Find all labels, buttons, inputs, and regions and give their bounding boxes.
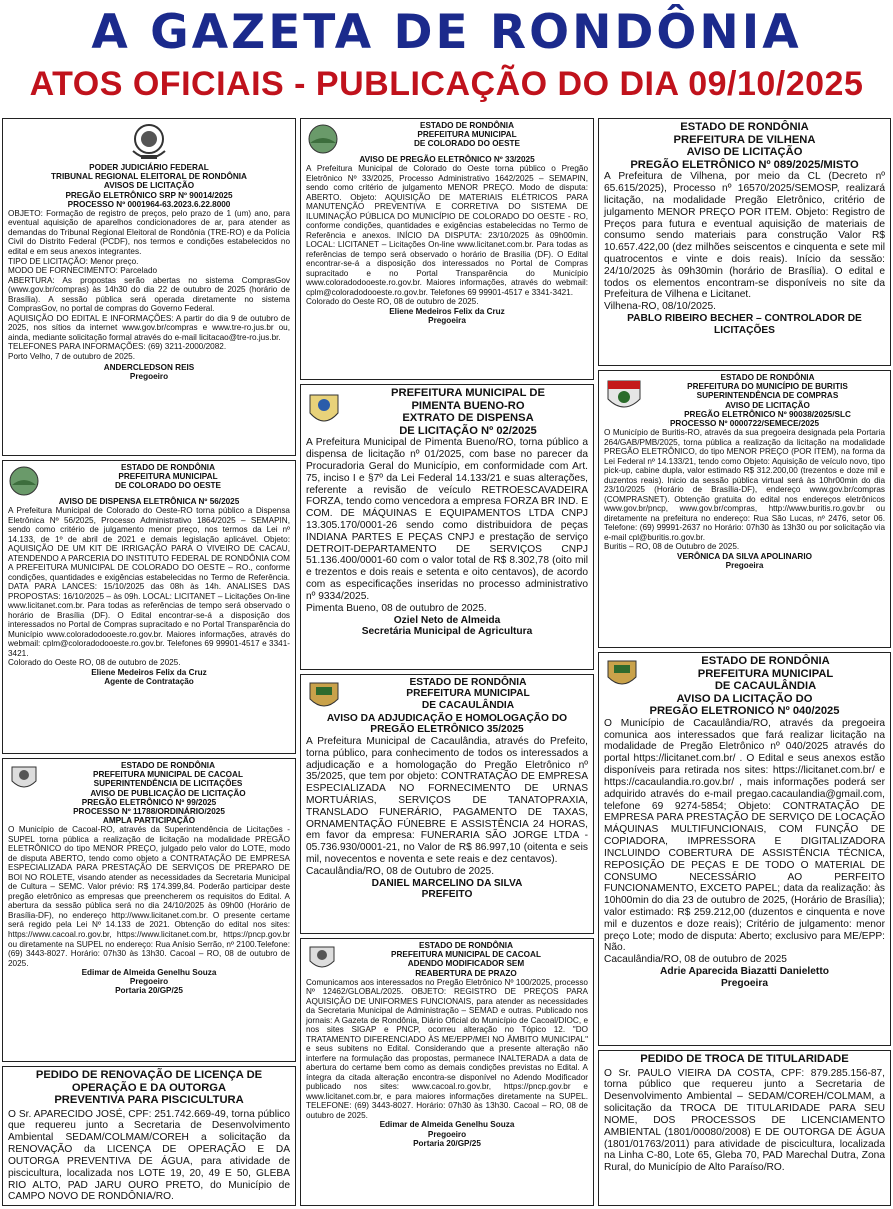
notice-cacoal-pregao-99 xyxy=(2,758,296,1062)
notice-pimenta-bueno xyxy=(300,384,594,670)
heading: DE COLORADO DO OESTE xyxy=(414,139,520,149)
notice-colorado-pregao-33 xyxy=(300,118,594,380)
municipal-crest-icon xyxy=(306,123,340,155)
signer-role: Pregoeira xyxy=(428,316,466,326)
heading: PREGÃO ELETRÔNICO SRP Nº 90014/2025 xyxy=(65,190,233,200)
signer-name: PABLO RIBEIRO BECHER – CONTROLADOR DE LICITAÇÕES xyxy=(627,313,862,336)
heading: PREFEITURA MUNICIPAL DE CACOAL xyxy=(391,950,541,960)
signer-name: Oziel Neto de Almeida xyxy=(393,614,501,626)
municipal-crest-icon xyxy=(604,657,640,691)
heading: AVISO DA LICITAÇÃO DO xyxy=(676,692,813,705)
heading: REABERTURA DE PRAZO xyxy=(415,968,517,978)
heading: SUPERINTENDÊNCIA DE COMPRAS xyxy=(696,391,839,401)
signer-name: Eliene Medeiros Felix da Cruz xyxy=(389,306,505,316)
signer-portaria: Portaria 20/GP/25 xyxy=(413,1138,481,1148)
municipal-crest-icon xyxy=(604,375,644,415)
notice-cacaulandia-35 xyxy=(300,674,594,934)
municipal-crest-icon xyxy=(8,763,40,793)
signer-portaria: Portaria 20/GP/25 xyxy=(115,986,183,996)
notice-body: O Município de Cacoal-RO, através da Superintendência de Licitações - SUPEL torna pública a realização de licitação na modalidade PREGÃO ELETRÔNICO do tipo MENOR PREÇO, julgado pelo valor do LOTE, modo de disputa ABERTO, tendo como objeto a CONTRATAÇÃO DE EMPRESA ESPECIALIZADA PARA PRESTAÇÃO DE SERVIÇOS DE PREPARO DE BOI NO ROLETE, visando atender as necessidades da Secretaria Municipal de Cultura – SEMC. Valor prévio: R$ 174.399,84. Poderão participar deste pregão eletrônico as empresas que preencherem os requisitos do Edital. A abertura da sessão pública será no dia 24/10/2025 às 09h00 (Horário de Brasília-DF), no endereço http://www.licitanet.com.br. O presente certame será regido pela Lei Nº 14.133 de 2021. Obtenção do edital nos sites: https://www.cacoal.ro.gov.br, https://www.licitanet.com.br, https://pncp.gov.br ou diretamente na SUPEL no endereço: Rua Anísio Serrão, nº 2100.Telefone:(69) 3443-8027. Horário: 07h30 às 13h30. Cacoal – RO, 08 de outubro de 2025. xyxy=(8,825,290,968)
notice-body: A Prefeitura Municipal de Colorado do Oeste-RO torna público a Dispensa Eletrônica Nº 56/2025, Processo Administrativo 1864/2025 – SEMAPIN, sendo como critério de julgamento menor preço, nos termos da Lei nº 14.133, de 1º de abril de 2021 e demais legislação aplicável. Objeto: AQUISIÇÃO DE UM KIT DE IRRIGAÇÃO PARA O VIVEIRO DE CACAU, ATENDENDO A PARCERIA DO INSTITUTO FEDERAL DE RONDÔNIA COM A PREFEITURA MUNICIPAL DE COLORADO DO OESTE – RO., conforme condições, quantidades e exigências estabelecidas no Termo de Referência. DATA PARA LANCES: 15/10/2025 das 08h às 14h. ANALISES DAS PROPOSTAS: 16/10/2025 – às 09h. LOCAL: LICITANET – Licitações On-line www.licitanet.com.br. Para todas as referências de tempo será observado o horário de Brasília (DF). O Edital encontrar-se-á a disposição dos interessados no Portal de Compras supracitado e no Portal Transparência do Município www.coloradodooeste.ro.gov.br. Maiores informações, através do webmail: cplm@coloradodooeste.ro.gov.br. Telefones 69 99901-4517 e 3341-3421. Colorado do Oeste RO, 08 de outubro de 2025. xyxy=(8,506,290,668)
heading: AVISO DA ADJUDICAÇÃO E HOMOLOGAÇÃO DO xyxy=(326,713,568,724)
heading: PREFEITURA MUNICIPAL DE CACOAL xyxy=(93,770,243,780)
heading: PREFEITURA MUNICIPAL xyxy=(118,472,218,482)
notice-body: A Prefeitura de Vilhena, por meio da CL (Decreto nº 65.615/2025), Processo nº 16570/2025/SEMOSP, realizará licitação, na modalidade Pregão Eletrônico, critério de julgamento MENOR PREÇO POR ITEM. Objeto: Registro de Preços para futura e eventual aquisição de materiais de consumo sendo materiais para construção Valor R$ 10.657.422,00 (dez milhões seiscentos e cinquenta e sete mil quatrocentos e vinte e dois reais). Início da sessão: 24/10/2025 às 09h30min (horário de Brasília). O edital e todos os elementos encontram-se disponíveis no site da Prefeitura de Vilhena e Licitanet. Vilhena-RO, 08/10/2025. xyxy=(604,171,885,313)
heading: ESTADO DE RONDÔNIA xyxy=(120,761,215,770)
heading: AVISO DE LICITAÇÃO xyxy=(725,400,810,410)
signer-name: Edimar de Almeida Genelhu Souza xyxy=(379,1120,515,1130)
signer-role: Pregoeiro xyxy=(427,1129,467,1139)
heading: ESTADO DE RONDÔNIA xyxy=(419,121,514,130)
heading: TRIBUNAL REGIONAL ELEITORAL DE RONDÔNIA xyxy=(51,172,247,182)
subtitle-atos: ATOS OFICIAIS xyxy=(29,65,285,103)
signer-role: Secretária Municipal de Agricultura xyxy=(361,626,533,638)
notice-body: A Prefeitura Municipal de Pimenta Bueno/RO, torna público a dispensa de licitação nº 01/2025, com base no parecer da Procuradoria Geral do Município, em conformidade com Art. 75, inciso I e §7º da Lei Federal 14.133/21 e suas alterações, referente a revisão de veículo RETROESCAVADEIRA FORZA, tendo como vencedora a empresa FORZA BR IND. E COM. DE MÁQUINAS E EQUIPAMENTOS LTDA CNPJ 13.305.170/0001-26 sendo como distribuidora de peças INDIANA PARTES E PEÇAS CNPJ e prestação de serviço DETROIT-DEPARTAMENTO DE SERVIÇOS CNPJ 51.136.400/0001-60 com o valor total de R$ 8.302,78 (oito mil e trezentos e dois reais e setenta e oito centavos), de acordo com as especificações inseridas no processo administrativo nº 9334/2025. Pimenta Bueno, 08 de outubro de 2025. xyxy=(306,437,588,614)
notice-cacaulandia-40 xyxy=(598,652,891,1046)
notice-colorado-dispensa-56 xyxy=(2,460,296,754)
municipal-crest-icon xyxy=(306,943,338,973)
notice-troca-titularidade xyxy=(598,1050,891,1206)
heading: SUPERINTENDÊNCIA DE LICITAÇÕES xyxy=(93,779,243,789)
heading: PROCESSO Nº 0000722/SEMECE/2025 xyxy=(669,418,820,428)
notice-vilhena xyxy=(598,118,891,366)
heading: AVISO DE LICITAÇÃO xyxy=(686,146,803,159)
heading: PREGÃO ELETRÔNICO Nº 089/2025/MISTO xyxy=(630,158,859,171)
notice-tre-ro xyxy=(2,118,296,456)
signer-name: ANDERCLEDSON REIS xyxy=(103,363,195,373)
heading: ESTADO DE RONDÔNIA xyxy=(720,373,815,382)
signer-role: Pregoeira xyxy=(725,561,764,571)
notice-body: O Sr. APARECIDO JOSÉ, CPF: 251.742.669-49, torna público que requereu junto a Secretaria de Desenvolvimento Ambiental SEDAM/COLMAM/COREH a solicitação da RENOVAÇÃO da LICENÇA DE OPERAÇÃO E DA OUTORGA PREVENTIVA DE ÁGUA, para atividade de piscicultura, localizada nos LOTE 19, 20, 49 E 50, GLEBA RIO ALTO, PAD JARU OURO PRETO, do Município de CAMPO NOVO DE RONDÔNIA/RO. xyxy=(8,1108,290,1203)
municipal-crest-icon xyxy=(306,679,342,713)
signer-role: PREFEITO xyxy=(421,889,473,901)
heading: AVISO DE PREGÃO ELETRÔNICO Nº 33/2025 xyxy=(359,155,535,164)
notice-cacoal-adendo xyxy=(300,938,594,1206)
heading: DE COLORADO DO OESTE xyxy=(115,481,221,491)
signer-name: VERÔNICA DA SILVA APOLINARIO xyxy=(677,551,812,561)
signer-name: Edimar de Almeida Genelhu Souza xyxy=(81,968,217,978)
notice-body: A Prefeitura Municipal de Cacaulândia, através do Prefeito, torna público, para conhecimento de todos os interessados a adjudicação e a homologação do Pregão Eletrônico nº 35/2025, que tem por objeto: CONTRATAÇÃO DE EMPRESA ESPECIALIZADA NO FORNECIMENTO DE URNAS MORTUÁRIAS, SERVIÇOS DE TANATOPRAXIA, TRANSLADO FUNERÁRIO, PAGAMENTO DE TAXAS, ORNAMENTAÇÃO FÚNEBRE E ASSISTÊNCIA 24 HORAS, em favor da empresa: FUNERARIA SÃO JORGE LTDA - 05.736.930/0001-21, no Valor de R$ 86.997,10 (oitenta e seis mil, novecentos e noventa e sete reais e dez centavos). Cacaulândia/RO, 08 de Outubro de 2025. xyxy=(306,735,588,877)
heading: PREFEITURA MUNICIPAL xyxy=(697,667,834,680)
heading: ESTADO DE RONDÔNIA xyxy=(409,677,527,688)
heading: AMPLA PARTICIPAÇÃO xyxy=(102,816,196,826)
notice-body: Comunicamos aos interessados no Pregão Eletrônico Nº 100/2025, processo Nº 12462/GLOBAL/2025. OBJETO: REGISTRO DE PREÇOS PARA AQUISIÇÃO DE UNIFORMES FUNCIONAIS, para atender as necessidades da Secretaria Municipal de Administração – SEMAD e outras. Publicado nos jornais: A Gazeta de Rondônia, Diário Oficial do Município de Cacoal/DIOC, e nos sites SIGAP e PNCP, ocorreu alteração no Tópico 12. "DO TRATAMENTO DIFERENCIADO ÀS ME/EPP/MEI NO ÂMBITO MUNICIPAL" e seus subitens no Edital. Considerando que a presente alteração não interfere na formulação das propostas, permanece INALTERADA a data de abertura do certame bem como as demais condições previstas no Edital. A íntegra da citada alteração encontra-se disponível no Adendo Modificador publicado nos sites: www.cacoal.ro.gov.br, https://pncp.gov.br e www.licitanet.com.br, e para maiores informações diretamente na SUPEL. TELEFONE: (69) 3443-8027. Horário: 07h30 às 13h30. Cacoal – RO, 08 de outubro de 2025. xyxy=(306,977,588,1120)
heading: ESTADO DE RONDÔNIA xyxy=(418,941,513,950)
heading: PREVENTIVA PARA PISCICULTURA xyxy=(54,1094,244,1107)
page-subtitle xyxy=(0,64,893,104)
heading: EXTRATO DE DISPENSA xyxy=(402,412,534,425)
signer-role: Agente de Contratação xyxy=(104,677,194,687)
heading: ESTADO DE RONDÔNIA xyxy=(701,655,830,667)
heading: PREGÃO ELETRÔNICO Nº 99/2025 xyxy=(81,797,217,807)
signer-name: DANIEL MARCELINO DA SILVA xyxy=(371,877,523,889)
notice-buritis xyxy=(598,370,891,648)
heading: ESTADO DE RONDÔNIA xyxy=(120,463,215,472)
notice-renovacao-licenca xyxy=(2,1066,296,1206)
heading: PEDIDO DE TROCA DE TITULARIDADE xyxy=(640,1053,849,1065)
heading: ADENDO MODIFICADOR SEM xyxy=(407,959,525,969)
signer-name: Eliene Medeiros Felix da Cruz xyxy=(91,667,207,677)
notice-body: A Prefeitura Municipal de Colorado do Oeste torna público o Pregão Eletrônico Nº 33/2025, Processo Administrativo 1642/2025 – SEMAPIN, sendo como critério de julgamento MENOR PREÇO. Modo de disputa: ABERTO. Objeto: AQUISIÇÃO DE MATERIAIS ELÉTRICOS PARA MANUTENÇÃO PREVENTIVA E CORRETIVA DO SISTEMA DE ILUMINAÇÃO PÚBLICA DO MUNICÍPIO DE COLORADO DO OESTE - RO, conforme condições, quantidades e exigências estabelecidas no Termo de Referência e anexos. INÍCIO DA DISPUTA: 23/10/2025 às 09h00min. LOCAL: LICITANET – Licitações On-line www.licitanet.com.br. Para todas as referências de tempo será observado o horário de Brasília (DF). O Edital encontrar-se-á a disposição dos interessados no Portal de Compras supracitado e no Portal Transparência do Município www.coloradodooeste.ro.gov.br. Maiores informações, através do webmail: cplm@coloradodooeste.ro.gov.br. Telefones 69 99901-4517 e 3341-3421. Colorado do Oeste RO, 08 de outubro de 2025. xyxy=(306,164,588,307)
heading: OPERAÇÃO E DA OUTORGA xyxy=(71,1081,227,1094)
heading: PREGÃO ELETRÔNICO Nº 90038/2025/SLC xyxy=(684,409,851,419)
heading: AVISOS DE LICITAÇÃO xyxy=(103,181,195,191)
subtitle-separator: - xyxy=(284,65,316,103)
notice-body: O Município de Cacaulândia/RO, através da pregoeira comunica aos interessados que fará realizar licitação na modalidade de Pregão Eletrônico nº 040/2025 através do portal https://licitanet.com.br/ . O Edital e seus anexos estão disponíveis para retirada nos sites: https://licitanet.com.br/ e https://cacaulandia.ro.gov.br/ , mais informações poderá ser adquirido através do e-mail pregao.cacaulandia@gmail.com, telefone 69 9274-5854; Objeto: CONTRATAÇÃO DE EMPRESA PARA PRESTAÇÃO DE SERVIÇO DE LOCAÇÃO MÁQUINAS MULTIFUNCIONAIS, COM FUNÇÃO DE COPIADORA, IMPRESSORA E DIGITALIZADORA INCLUINDO COBERTURA DE ASSISTÊNCIA TÉCNICA, REPOSIÇÃO DE PEÇAS E DE TODO O MATERIAL DE CONSUMO NECESSÁRIO AO PERFEITO FUNCIONAMENTO, EXCETO PAPEL; data da realização: às 10h00min do dia 23 de outubro de 2025, (Horário de Brasília); valor estimado: R$ 259.212,00 (duzentos e cinquenta e nove mil e duzentos e doze reais); Critério de julgamento: menor preço Lote; modo de disputa: Aberto; exclusivo para ME/EPP: Não. Cacaulândia/RO, 08 de outubro de 2025 xyxy=(604,717,885,966)
heading: PREFEITURA MUNICIPAL xyxy=(406,688,530,700)
newspaper-title: A GAZETA DE RONDÔNIA xyxy=(91,5,802,60)
signer-role: Pregoeiro xyxy=(129,372,169,382)
heading: PODER JUDICIÁRIO FEDERAL xyxy=(89,163,209,172)
municipal-crest-icon xyxy=(8,465,40,497)
heading: DE CACAULÂNDIA xyxy=(714,680,817,693)
heading: DE CACAULÂNDIA xyxy=(421,699,515,711)
heading: PREFEITURA MUNICIPAL DE xyxy=(391,387,545,399)
heading: AVISO DE DISPENSA ELETRÔNICA Nº 56/2025 xyxy=(58,497,240,506)
signer-name: Adrie Aparecida Biazatti Danieletto xyxy=(660,966,829,978)
heading: PREFEITURA DO MUNICÍPIO DE BURITIS xyxy=(687,382,848,392)
coat-of-arms-icon xyxy=(127,121,171,163)
municipal-crest-icon xyxy=(306,389,342,429)
notice-body: O Município de Buritis-RO, através da sua pregoeira designada pela Portaria 264/GAB/PMB/2025, torna pública a realização da licitação na modalidade PREGÃO ELETRÔNICO, do tipo MENOR PREÇO (POR ITEM), na forma da Lei Federal nº 14.133/21, tendo como Objeto: Aquisição de veículo novo, tipo pick-up, cabine dupla, valor estimado R$ 312.200,00 (trezentos e doze mil e duzentos reais). Inicio da sessão pública virtual será às 10hr00min do dia 23/10/2025 (Horário de Brasília-DF), endereço www.gov.br/compras (COMPRASNET). Obtenção gratuita do edital nos endereços eletrônicos www.gov.br/pncp, www.gov.br/compras, http://www.buritis.ro.gov.br ou diretamente na prefeitura no endereço: Rua São Lucas, nº 2476, setor 06. Telefone: (69) 99991-2637 no Horário: 07h30 às 13h30 ou por solicitação via e-mail cpl@buritis.ro.gov.br. Buritis – RO, 08 de Outubro de 2025. xyxy=(604,428,885,552)
heading: DE LICITAÇÃO Nº 02/2025 xyxy=(399,424,537,437)
heading: PREGÃO ELETRONICO Nº 040/2025 xyxy=(649,705,840,718)
notice-body: O Sr. PAULO VIEIRA DA COSTA, CPF: 879.285.156-87, torna público que requereu junto a Secretaria de Desenvolvimento Ambiental – SEDAM/COREH/COLMAM, a solicitação da TROCA DE TITULARIDADE PARA SEU NOME, DOS PROCESSOS DE LICENCIAMENTO AMBIENTAL (1801/00080/2008) E DE OUTORGA DE ÁGUA (1801/01763/2011) para atividade de piscicultura, localizada na Linha C-80, Lote 65, Gleba 70, PAD Marechal Dutra, Zona Rural, do Município de Alto Paraíso/RO. xyxy=(604,1067,885,1174)
heading: PREFEITURA MUNICIPAL xyxy=(417,130,517,140)
heading: ESTADO DE RONDÔNIA xyxy=(680,121,809,133)
heading: PREGÃO ELETRÔNICO 35/2025 xyxy=(370,724,524,736)
signer-role: Pregoeira xyxy=(721,977,768,989)
signer-role: Pregoeiro xyxy=(129,977,169,987)
heading: PIMENTA BUENO-RO xyxy=(411,399,525,412)
heading: PROCESSO Nº 11788/ORDINÁRIO/2025 xyxy=(73,806,225,816)
heading: PROCESSO Nº 0001964-63.2023.6.22.8000 xyxy=(67,199,231,209)
subtitle-date: PUBLICAÇÃO DO DIA 09/10/2025 xyxy=(315,65,864,103)
heading: AVISO DE PUBLICAÇÃO DE LICITAÇÃO xyxy=(90,788,246,798)
notice-body: OBJETO: Formação de registro de preços, pelo prazo de 1 (um) ano, para eventual aquisição de aparelhos condicionadores de ar, para atender as demandas do Tribunal Regional Eleitoral de Rondônia (TRE-RO) e da Polícia Civil do Distrito Federal (PCDF), nos termos e condições estabelecidos no edital e em seus anexos integrantes. TIPO DE LICITAÇÃO: Menor preço. MODO DE FORNECIMENTO: Parcelado ABERTURA: As propostas serão abertas no sistema ComprasGov (www.gov.br/compras) às 14h30 do dia 22 de outubro de 2025 (horário de Brasília). A sessão pública será operada diretamente no sistema ComprasGov, no portal de compras do Governo Federal. AQUISIÇÃO DO EDITAL E INFORMAÇÕES: A partir do dia 9 de outubro de 2025, nos sítios da internet www.gov.br/compras e www.tre-ro.jus.br ou, ainda, mediante solicitação formal através do e-mail licitacao@tre-ro.jus.br. TELEFONES PARA INFORMAÇÕES: (69) 3211-2000/2082. Porto Velho, 7 de outubro de 2025. xyxy=(8,208,290,361)
heading: PEDIDO DE RENOVAÇÃO DE LICENÇA DE xyxy=(35,1069,263,1081)
heading: PREFEITURA DE VILHENA xyxy=(673,133,816,146)
